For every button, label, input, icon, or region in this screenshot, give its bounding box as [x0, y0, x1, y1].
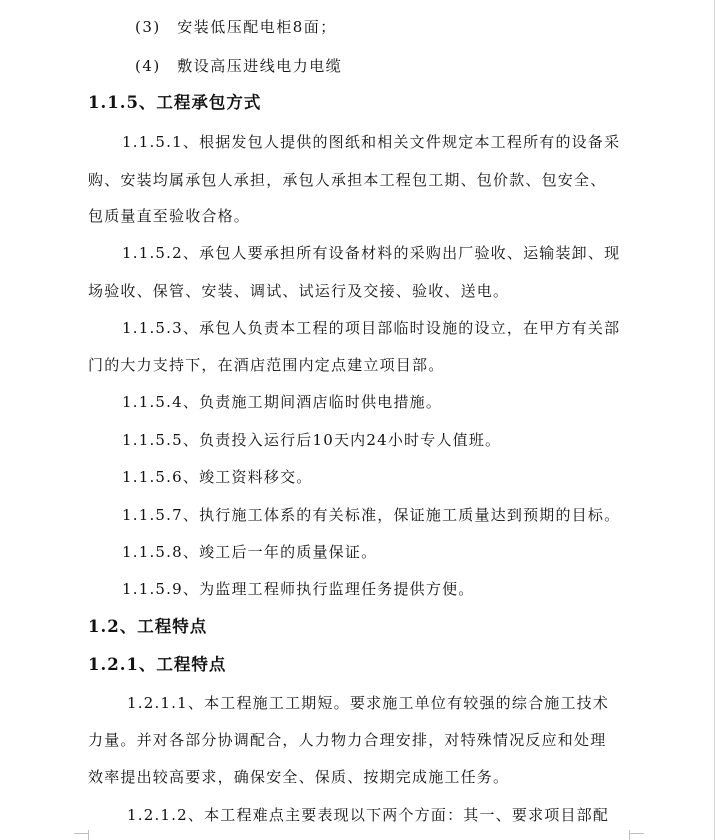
paragraph-line: 1.1.5.4、负责施工期间酒店临时供电措施。 — [122, 393, 443, 411]
paragraph-line: 场验收、保管、安装、调试、试运行及交接、验收、送电。 — [88, 282, 510, 300]
list-item-4: (4) 敷设高压进线电力电缆 — [135, 57, 343, 75]
section-heading-1-1-5: 1.1.5、工程承包方式 — [88, 93, 262, 112]
list-item-3: (3) 安装低压配电柜8面； — [135, 18, 337, 36]
paragraph-line: 1.2.1.1、本工程施工工期短。要求施工单位有较强的综合施工技术 — [127, 694, 610, 712]
paragraph-line: 1.1.5.3、承包人负责本工程的项目部临时设施的设立，在甲方有关部 — [122, 319, 621, 337]
paragraph-line: 1.1.5.6、竣工资料移交。 — [122, 468, 313, 486]
page-corner-mark-right-vertical — [629, 830, 630, 840]
paragraph-line: 效率提出较高要求，确保安全、保质、按期完成施工任务。 — [88, 768, 510, 786]
paragraph-line: 1.2.1.2、本工程难点主要表现以下两个方面：其一、要求项目部配 — [127, 806, 610, 824]
paragraph-line: 包质量直至验收合格。 — [88, 207, 251, 225]
paragraph-line: 1.1.5.8、竣工后一年的质量保证。 — [122, 543, 378, 561]
paragraph-line: 力量。并对各部分协调配合，人力物力合理安排，对特殊情况反应和处理 — [88, 731, 607, 749]
paragraph-line: 1.1.5.7、执行施工体系的有关标准，保证施工质量达到预期的目标。 — [122, 506, 621, 524]
paragraph-line: 购、安装均属承包人承担，承包人承担本工程包工期、包价款、包安全、 — [88, 171, 607, 189]
paragraph-line: 1.1.5.9、为监理工程师执行监理任务提供方便。 — [122, 580, 475, 598]
page-corner-mark-left-vertical — [88, 830, 89, 840]
page-corner-mark-left — [74, 833, 88, 834]
section-heading-1-2-1: 1.2.1、工程特点 — [88, 655, 227, 674]
paragraph-line: 1.1.5.5、负责投入运行后10天内24小时专人值班。 — [122, 431, 502, 449]
paragraph-line: 门的大力支持下，在酒店范围内定点建立项目部。 — [88, 356, 445, 374]
paragraph-line: 1.1.5.2、承包人要承担所有设备材料的采购出厂验收、运输装卸、现 — [122, 244, 621, 262]
section-heading-1-2: 1.2、工程特点 — [88, 617, 208, 636]
page-corner-mark-right — [630, 833, 644, 834]
paragraph-line: 1.1.5.1、根据发包人提供的图纸和相关文件规定本工程所有的设备采 — [122, 133, 621, 151]
